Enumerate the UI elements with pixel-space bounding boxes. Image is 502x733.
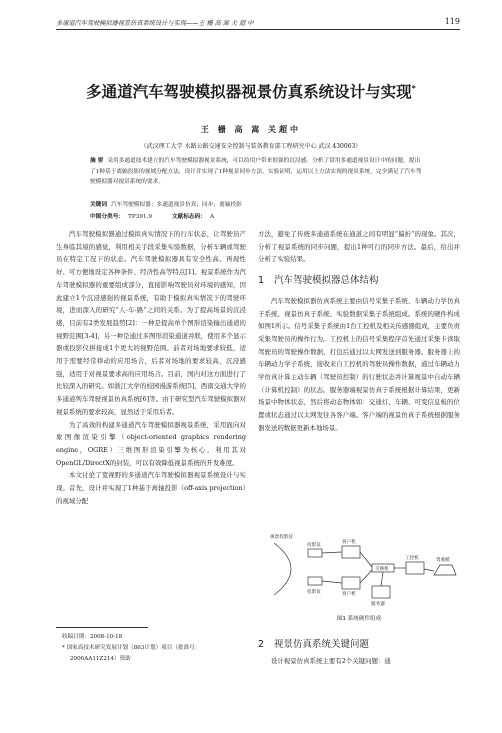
- left-column: [56, 228, 246, 507]
- document-code: A: [209, 214, 215, 220]
- cockpit-label: 驾驶舱: [436, 558, 450, 563]
- client-computer-1: [342, 546, 360, 558]
- document-code-label: 文献标志码：: [171, 214, 206, 220]
- section-2: [258, 636, 460, 665]
- running-title: 多通道汽车驾驶模拟器视景仿真系统设计与实现——王 栅 高 嵩 关 超 中: [56, 20, 254, 27]
- switch-label: 交换机: [375, 567, 389, 572]
- server-label: 服务器: [371, 602, 385, 607]
- figure-caption: 图1 系统硬件组成: [336, 616, 382, 622]
- ipc-label: 工控机: [405, 556, 419, 561]
- classification-label: 中图分类号：: [90, 214, 125, 220]
- keywords-text: 汽车驾驶模拟器；多通道视景仿真；同步；离轴投影: [111, 202, 242, 208]
- client-label-2: 客户机: [342, 592, 356, 597]
- keywords: [90, 199, 423, 208]
- footnote-rule: [56, 627, 148, 628]
- paper-title: [0, 80, 502, 102]
- projector-2: [308, 577, 322, 585]
- abstract: [90, 156, 423, 188]
- body-paragraph: 方法，避免了传统多通道系统在通道之间有明显“偏折”的现象。其次，分析了视景系统的同步问题，提出1种可行的同步方法。最后，给出并分析了实验结果。: [258, 230, 460, 264]
- abstract-label: 摘 要: [90, 158, 104, 164]
- footnotes: [62, 632, 246, 665]
- received-date: 收稿日期：2008-10-18: [62, 634, 123, 640]
- keywords-label: 关键词: [90, 202, 108, 208]
- projection-screen: [274, 543, 291, 595]
- body-paragraph: 设计视景仿真系统主要有2个关键问题：通: [270, 657, 391, 665]
- author-list: 王 栅 高 嵩 关超中: [200, 125, 302, 134]
- client-label-1: 客户机: [342, 540, 356, 545]
- projector-label: 视景投影仪: [270, 535, 293, 540]
- server-computer: [372, 586, 390, 598]
- classification: [90, 211, 423, 220]
- header-rule: [56, 29, 460, 30]
- paper-title-text: 多通道汽车驾驶模拟器视景仿真系统设计与实现: [86, 83, 412, 101]
- body-paragraph: 本文讨论了宽视野的多通道汽车驾驶模拟器视景系统设计与实现。首先，设计并实现了1种基于离轴投影（off-axis projection）的视域分配: [56, 471, 246, 505]
- body-paragraph: 汽车驾驶模拟器通过模拟真实情况下的行车状态，让驾驶员产生身临其境的感觉，利用相关手段采集实验数据，分析车辆或驾驶员在特定工况下的状态。汽车驾驶模拟器具有安全性高、再现性好、可方便地设定各种条件、经济性高等特点[1]。视景系统作为汽车驾驶模拟器的重要组成部分，直接影响驾驶员对环境的感知，因此建立1个沉浸感强的视景系统，有助于模拟真实情况下的驾驶环境，进而深入的研究“人-车-路”之间的关系。为了提高场景的沉浸感，目前有2类发展趋势[2]：一种是提高单个图形渲染输出通道的视野范围[3-4]，另一种是通过多图形渲染通道并联，使用多个显示器或投影仪拼接成1个更大的视野范围。前者对场地要求较低，适用于需要经常移动的应用场合，后者对场地的要求较高，沉浸感强，适用于对视景要求高的应用场合。目前，国内对这方面进行了比较深入的研究。如浙江大学的校园漫游系统[5]，西南交通大学的多通道列车驾驶视景仿真系统[6]等。由于研究型汽车驾驶模拟器对视景系统的要求较高，显然适于采用后者。: [56, 230, 246, 416]
- client-computer-2: [342, 577, 360, 589]
- right-column: [258, 228, 460, 435]
- fund-line-2: 2006AA11Z214）资助: [70, 656, 131, 662]
- fund-line-1: * 国家高技术研究发展计划（863计划）项目（批准号：: [62, 645, 201, 651]
- section-number: 1: [258, 275, 265, 287]
- cockpit-shape: [434, 565, 456, 575]
- body-paragraph: 汽车驾驶模拟器仿真系统主要由信号采集子系统、车辆动力学仿真子系统、视景仿真子系统、实验数据采集子系统组成。系统的硬件构成如图1所示。信号采集子系统由1台工控机及相关传感器组成，主要负责采集驾驶员的操作行为。工控机上的信号采集程序首先通过采集卡读取驾驶员的驾驶操作数据，打包后通过以太网发送到服务器。服务器上的车辆动力学子系统，接收来自工控机的驾驶员操作数据，通过车辆动力学仿真计算主动车辆（驾驶员控制）的行驶状态并计算视景中自动车辆（计算机控制）的状态。服务器端视景仿真子系统根据计算结果，更新场景中物体状态，然后将动态物体如：交通灯、车辆、可变信息板的位置或状态通过以太网发往各客户端。客户端的视景仿真子系统根据服务器发送的数据更新本地场景。: [258, 296, 460, 432]
- industrial-pc: [406, 562, 424, 574]
- section-heading: [258, 636, 460, 650]
- section-heading: [258, 275, 460, 288]
- title-footnote-mark: *: [411, 83, 416, 93]
- body-paragraph: 为了高效的构建多通道汽车驾驶模拟器视景系统，采用面向对象图像渲染引擎（object-oriented graphics rendering engine，OGRE）三维图形渲染引擎为核心，利用其对OpenGL/DirectX的封装，可以有效降低视景系统的开发难度。: [56, 420, 246, 467]
- section-title: 汽车驾驶模拟器总体结构: [274, 275, 379, 287]
- projection-label-2: 投影仪: [307, 590, 321, 595]
- section-number: 2: [258, 639, 265, 650]
- hardware-diagram: [268, 529, 460, 609]
- section-title: 视景仿真系统关键问题: [274, 639, 370, 650]
- classification-code: TP391.9: [128, 214, 153, 220]
- affiliation: （武汉理工大学 水路公路交通安全控制与装备教育部工程研究中心 武汉 430063）: [140, 143, 362, 150]
- abstract-text: 采用多通道技术建立的汽车驾驶模拟器视景系统，可以给用户带来很强的沉浸感。分析了常用多通道视景设计中的问题，提出了1种基于离轴投影的视域分配方法，设计并实现了1种视景同步方法。实验证明，运用以上方法实现的视景系统，完全满足了汽车驾驶模拟器对视景系统的要求。: [90, 158, 422, 185]
- projection-label-1: 投影仪: [307, 543, 321, 548]
- projector-1: [308, 549, 322, 557]
- page-number: 119: [444, 17, 460, 26]
